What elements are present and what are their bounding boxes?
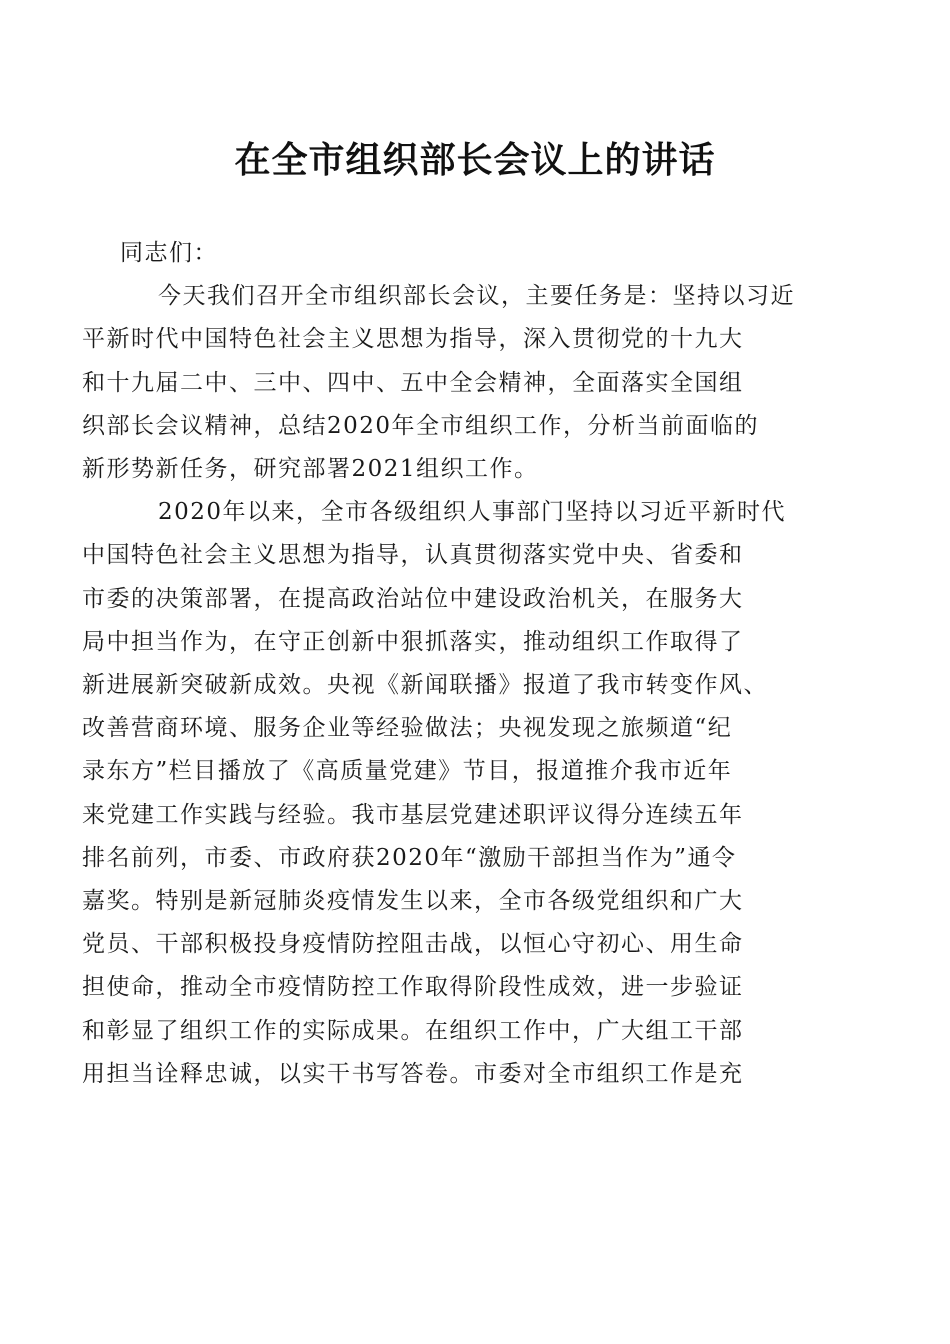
- paragraph-line: 2020年以来，全市各级组织人事部门坚持以习近平新时代: [158, 499, 787, 526]
- paragraph-line: 排名前列，市委、市政府获2020年“激励干部担当作为”通令: [82, 844, 737, 871]
- paragraph-line: 担使命，推动全市疫情防控工作取得阶段性成效，进一步验证: [82, 974, 744, 1001]
- paragraph-line: 中国特色社会主义思想为指导，认真贯彻落实党中央、省委和: [82, 542, 744, 569]
- paragraph-line: 平新时代中国特色社会主义思想为指导，深入贯彻党的十九大: [82, 326, 744, 353]
- paragraph-line: 嘉奖。特别是新冠肺炎疫情发生以来，全市各级党组织和广大: [82, 888, 744, 915]
- paragraph-line: 和十九届二中、三中、四中、五中全会精神，全面落实全国组: [82, 369, 744, 396]
- paragraph-line: 和彰显了组织工作的实际成果。在组织工作中，广大组工干部: [82, 1017, 744, 1044]
- paragraph-2: [82, 491, 850, 1096]
- paragraph-line: 来党建工作实践与经验。我市基层党建述职评议得分连续五年: [82, 801, 744, 828]
- paragraph-1: [82, 275, 850, 491]
- paragraph-line: 新形势新任务，研究部署2021组织工作。: [82, 456, 539, 483]
- document-body: [82, 232, 850, 1096]
- paragraph-line: 市委的决策部署，在提高政治站位中建设政治机关，在服务大: [82, 585, 744, 612]
- paragraph-line: 改善营商环境、服务企业等经验做法；央视发现之旅频道“纪: [82, 715, 733, 742]
- paragraph-line: 织部长会议精神，总结2020年全市组织工作，分析当前面临的: [82, 412, 760, 439]
- paragraph-line: 今天我们召开全市组织部长会议，主要任务是：坚持以习近: [158, 283, 795, 310]
- paragraph-line: 党员、干部积极投身疫情防控阻击战，以恒心守初心、用生命: [82, 931, 744, 958]
- salutation: 同志们：: [120, 240, 218, 266]
- paragraph-line: 录东方”栏目播放了《高质量党建》节目，报道推介我市近年: [82, 758, 733, 785]
- document-title: 在全市组织部长会议上的讲话: [234, 139, 716, 181]
- paragraph-line: 局中担当作为，在守正创新中狠抓落实，推动组织工作取得了: [82, 628, 744, 655]
- paragraph-line: 新进展新突破新成效。央视《新闻联播》报道了我市转变作风、: [82, 672, 768, 699]
- paragraph-line: 用担当诠释忠诚，以实干书写答卷。市委对全市组织工作是充: [82, 1060, 744, 1087]
